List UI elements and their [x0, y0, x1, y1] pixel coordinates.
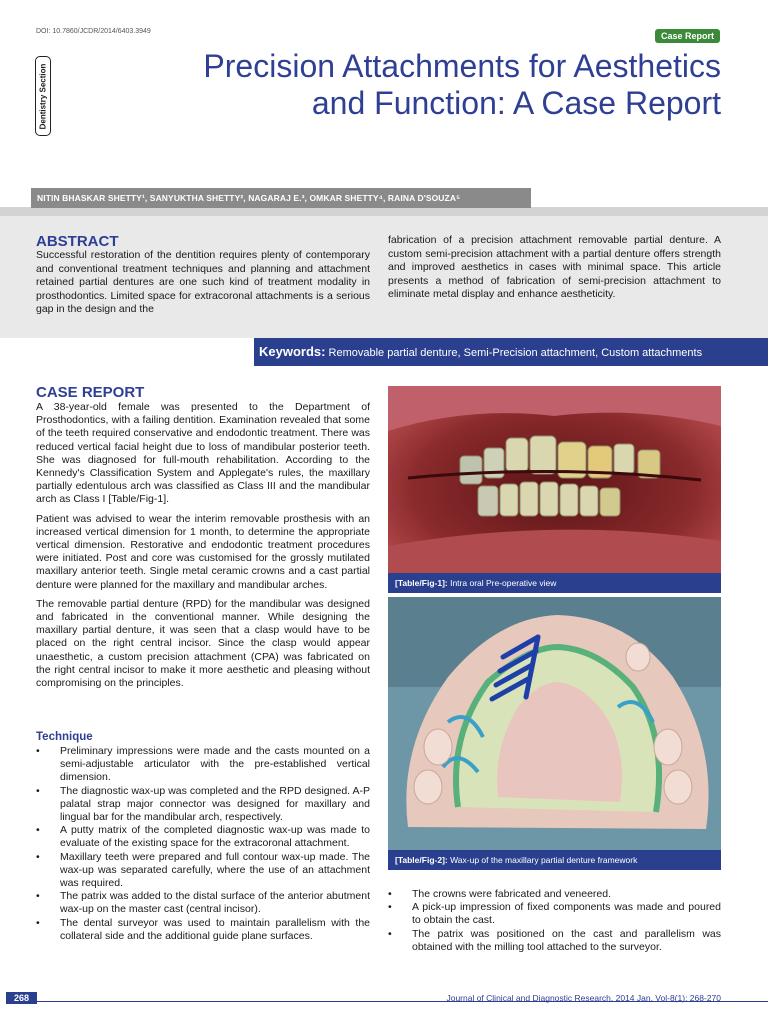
list-item: • Preliminary impressions were made and the casts mounted on a semi-adjustable articulator with the pre-established vertical dimension. — [36, 745, 370, 784]
keywords-text: Removable partial denture, Semi-Precision attachment, Custom attachments — [328, 347, 703, 359]
section-tab — [35, 56, 51, 136]
keywords-label: Keywords: — [259, 344, 326, 359]
figure-2-caption: [Table/Fig-2]: Wax-up of the maxillary partial denture framework — [388, 850, 721, 870]
case-paragraph-2: Patient was advised to wear the interim removable prosthesis with an increased vertical dimension for 1 month, to determine the appropriate vertical dimension. Restorative and endodontic treatment procedures were initiated. Post and core was customised for the grossly mutilated maxillary anterior teeth. Single metal ceramic crowns and a cast partial denture were planned for the maxillary and mandibular arches. — [36, 512, 370, 591]
author-divider — [0, 207, 768, 216]
figure-2 — [388, 597, 721, 870]
list-item: • Maxillary teeth were prepared and full contour wax-up made. The wax-up was separated carefully, where the use of an attachment was required. — [36, 850, 370, 890]
list-item: • The patrix was positioned on the cast and parallelism was obtained with the milling tool attached to the surveyor. — [388, 927, 721, 953]
abstract-text-left: Successful restoration of the dentition requires plenty of contemporary and conventional treatment techniques and planning and attachment retained partial dentures are one such kind of treatment modality in prosthodontics. Limited space for extracoronal attachments is a serious gap in the design and the — [36, 249, 370, 316]
figure-1-caption: [Table/Fig-1]: Intra oral Pre-operative view — [388, 573, 721, 593]
list-item: • The crowns were fabricated and veneered. — [388, 888, 612, 900]
keywords-bar — [254, 338, 768, 366]
title-line-2: and Function: A Case Report — [311, 85, 721, 121]
journal-citation: Journal of Clinical and Diagnostic Research. 2014 Jan, Vol-8(1): 268-270 — [446, 993, 721, 1003]
list-item: • The patrix was added to the distal surface of the anterior abutment wax-up on the master cast (central incisor). — [36, 890, 370, 916]
abstract-text-right: fabrication of a precision attachment removable partial denture. A custom semi-precision attachment with a partial denture offers strength and improved aesthetics in cases with minimal space. This article presents a method of fabrication of semi-precision attachment to eliminate metal display and enhance aestheticity. — [388, 234, 721, 301]
author-list: NITIN BHASKAR SHETTY¹, SANYUKTHA SHETTY², NAGARAJ E.³, OMKAR SHETTY⁴, RAINA D'SOUZA⁵ — [31, 188, 531, 208]
section-tab-label: Dentistry Section — [38, 63, 48, 129]
case-paragraph-1: A 38-year-old female was presented to the Department of Prosthodontics, with a failing dentition. Examination revealed that some of the teeth required conservative and endodontic treatment. There was reduced vertical facial height due to loss of mandibular posterior teeth. She was diagnosed for full-mouth rehabilitation. According to the Kennedy's Classification System and Applegate's rules, the maxillary partially edentulous arch was classified as Class III and the mandibular arch as Class I [Table/Fig-1]. — [36, 401, 370, 506]
list-item: • A putty matrix of the completed diagnostic wax-up was made to evaluate of the existing space for the extracoronal attachment. — [36, 824, 370, 850]
article-title — [121, 48, 721, 122]
list-item: • The dental surveyor was used to maintain parallelism with the collateral side and the additional guide plane surfaces. — [36, 916, 370, 942]
waxup-cast-image — [388, 597, 721, 850]
technique-heading: Technique — [36, 731, 93, 743]
technique-list — [36, 745, 370, 943]
intraoral-photo-image — [388, 386, 721, 573]
article-type-badge: Case Report — [655, 29, 720, 43]
list-item: • The diagnostic wax-up was completed and the RPD designed. A-P palatal strap major connector was designed for maxillary and lingual bar for the mandibular arch, respectively. — [36, 784, 370, 824]
title-line-1: Precision Attachments for Aesthetics — [203, 48, 721, 84]
doi-text: DOI: 10.7860/JCDR/2014/6403.3949 — [36, 28, 151, 35]
case-paragraph-3: The removable partial denture (RPD) for the mandibular was designed and fabricated in the conventional manner. While designing the maxillary partial denture, it was seen that a clasp would have to be placed on the right central incisor. Since the clasp would appear unaesthetic, a custom precision attachment (CPA) was fabricated on the right central incisor to make it more aesthetic and pleasing without compromising on the principles. — [36, 597, 370, 690]
case-report-heading: CASE REPORT — [36, 384, 145, 401]
right-column-list — [388, 888, 721, 954]
figure-1 — [388, 386, 721, 593]
page-number: 268 — [6, 992, 37, 1004]
case-report-body — [36, 401, 370, 696]
list-item: • A pick-up impression of fixed components was made and poured to obtain the cast. — [388, 901, 721, 927]
abstract-heading: ABSTRACT — [36, 233, 119, 250]
